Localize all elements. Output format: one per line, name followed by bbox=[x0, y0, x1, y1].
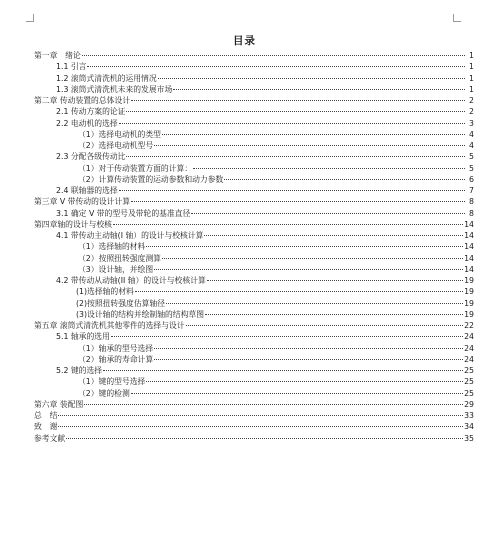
toc-leader-dots bbox=[204, 235, 463, 236]
toc-entry-page-number: 14 bbox=[464, 242, 474, 252]
toc-entry-text: 总 结 bbox=[34, 411, 58, 420]
toc-entry[interactable] bbox=[34, 264, 474, 275]
toc-entry[interactable] bbox=[34, 388, 474, 399]
toc-entry-text: 第六章 装配图 bbox=[34, 399, 84, 409]
toc-leader-dots bbox=[87, 66, 465, 67]
toc-entry-page-number: 3 bbox=[469, 118, 474, 128]
toc-entry[interactable] bbox=[34, 286, 474, 297]
toc-entry[interactable] bbox=[34, 230, 474, 241]
toc-leader-dots bbox=[154, 348, 463, 349]
toc-leader-dots bbox=[103, 370, 463, 371]
toc-leader-dots bbox=[66, 438, 463, 439]
toc-entry[interactable] bbox=[34, 174, 474, 185]
toc-entry[interactable] bbox=[34, 376, 474, 387]
toc-entry-text: （1）对于传动装置方面的计算： bbox=[78, 163, 193, 173]
toc-entry-text: （2）按照扭转强度测算 bbox=[78, 253, 161, 263]
toc-leader-dots bbox=[119, 190, 465, 191]
table-of-contents bbox=[34, 50, 474, 444]
toc-entry-text: 2.1 传动方案的论证 bbox=[56, 107, 126, 117]
toc-entry[interactable] bbox=[34, 208, 474, 219]
toc-leader-dots bbox=[135, 291, 463, 292]
toc-entry-text: (3)设计轴的结构并绘制轴的结构草图 bbox=[76, 309, 204, 319]
toc-entry-text: 第一章 绪论 bbox=[34, 51, 81, 60]
toc-entry-text: （2）计算传动装置的运动参数和动力参数 bbox=[78, 174, 224, 184]
toc-entry-page-number: 8 bbox=[469, 197, 474, 207]
toc-entry-text: 2.3 分配各级传动比 bbox=[56, 152, 126, 162]
toc-entry-text: 2.4 联轴器的选择 bbox=[56, 186, 118, 195]
toc-entry-page-number: 19 bbox=[464, 276, 474, 285]
toc-entry-text: 4.2 带传动从动轴(II 轴）的设计与校核计算 bbox=[56, 276, 206, 285]
toc-leader-dots bbox=[126, 156, 465, 157]
toc-entry-text: 2.2 电动机的选择 bbox=[56, 118, 118, 128]
toc-entry-page-number: 34 bbox=[464, 422, 474, 432]
toc-entry-text: (2)按照扭转强度估算轴径 bbox=[76, 298, 166, 308]
toc-title: 目录 bbox=[233, 35, 256, 47]
toc-entry-page-number: 7 bbox=[469, 186, 474, 195]
toc-entry[interactable] bbox=[34, 410, 474, 421]
toc-entry[interactable] bbox=[34, 84, 474, 95]
toc-leader-dots bbox=[158, 78, 465, 79]
toc-leader-dots bbox=[119, 123, 465, 124]
toc-entry[interactable] bbox=[34, 253, 474, 264]
toc-entry-page-number: 22 bbox=[464, 321, 474, 330]
toc-entry[interactable] bbox=[34, 129, 474, 140]
toc-entry[interactable] bbox=[34, 151, 474, 162]
toc-entry-page-number: 5 bbox=[469, 163, 474, 173]
toc-entry-page-number: 8 bbox=[469, 208, 474, 218]
toc-entry-text: 第二章 传动装置的总体设计 bbox=[34, 96, 131, 105]
toc-entry-page-number: 24 bbox=[464, 343, 474, 353]
toc-leader-dots bbox=[154, 359, 463, 360]
toc-leader-dots bbox=[131, 201, 465, 202]
toc-entry[interactable] bbox=[34, 399, 474, 410]
toc-entry-page-number: 14 bbox=[464, 219, 474, 229]
toc-entry-text: （1）选择电动机的类型 bbox=[78, 129, 161, 139]
toc-entry-text: 参考文献 bbox=[34, 433, 66, 443]
toc-entry-page-number: 4 bbox=[469, 129, 474, 139]
toc-entry-text: （2）键的检测 bbox=[78, 388, 130, 398]
toc-leader-dots bbox=[154, 145, 465, 146]
toc-entry-page-number: 33 bbox=[464, 411, 474, 420]
toc-entry-text: 5.1 轴承的选用 bbox=[56, 332, 110, 342]
toc-entry[interactable] bbox=[34, 343, 474, 354]
toc-entry-text: 5.2 键的选择 bbox=[56, 366, 103, 375]
toc-entry-text: 3.1 确定 V 带的型号及带轮的基准直径 bbox=[56, 208, 191, 218]
toc-entry-page-number: 19 bbox=[464, 298, 474, 308]
toc-entry-page-number: 19 bbox=[464, 309, 474, 319]
toc-leader-dots bbox=[146, 381, 463, 382]
toc-entry-page-number: 1 bbox=[469, 51, 474, 60]
toc-entry[interactable] bbox=[34, 185, 474, 196]
toc-leader-dots bbox=[162, 134, 465, 135]
toc-leader-dots bbox=[126, 111, 465, 112]
toc-entry-page-number: 25 bbox=[464, 366, 474, 375]
toc-entry[interactable] bbox=[34, 106, 474, 117]
toc-leader-dots bbox=[146, 246, 463, 247]
toc-leader-dots bbox=[111, 336, 463, 337]
toc-entry-page-number: 2 bbox=[469, 107, 474, 117]
toc-entry-text: （1）键的型号选择 bbox=[78, 377, 146, 387]
toc-entry[interactable] bbox=[34, 163, 474, 174]
toc-leader-dots bbox=[191, 213, 465, 214]
toc-leader-dots bbox=[131, 393, 463, 394]
toc-leader-dots bbox=[162, 258, 463, 259]
toc-entry[interactable] bbox=[34, 61, 474, 72]
toc-entry[interactable] bbox=[34, 95, 474, 106]
toc-entry[interactable] bbox=[34, 298, 474, 309]
toc-leader-dots bbox=[224, 179, 465, 180]
toc-entry-page-number: 1 bbox=[469, 62, 474, 72]
toc-leader-dots bbox=[131, 100, 465, 101]
toc-entry[interactable] bbox=[34, 196, 474, 207]
toc-entry-page-number: 4 bbox=[469, 141, 474, 150]
toc-entry-page-number: 6 bbox=[469, 174, 474, 184]
toc-entry-text: (1)选择轴的材料 bbox=[76, 287, 134, 297]
toc-leader-dots bbox=[82, 55, 465, 56]
toc-entry-text: （1）选择轴的材料 bbox=[78, 242, 146, 252]
toc-entry[interactable] bbox=[34, 365, 474, 376]
toc-entry[interactable] bbox=[34, 219, 474, 230]
toc-entry-text: 1.3 滚筒式清洗机未来的发展市场 bbox=[56, 84, 173, 94]
toc-entry[interactable] bbox=[34, 118, 474, 129]
toc-entry[interactable] bbox=[34, 73, 474, 84]
toc-entry-text: （3）设计轴，并绘图 bbox=[78, 264, 154, 274]
toc-leader-dots bbox=[173, 89, 465, 90]
toc-leader-dots bbox=[58, 426, 463, 427]
toc-entry-page-number: 24 bbox=[464, 332, 474, 342]
toc-entry-page-number: 24 bbox=[464, 354, 474, 364]
toc-entry-page-number: 5 bbox=[469, 152, 474, 162]
toc-entry[interactable] bbox=[34, 331, 474, 342]
toc-entry-text: 致 谢 bbox=[34, 422, 58, 432]
toc-entry[interactable] bbox=[34, 309, 474, 320]
toc-entry-text: 1.2 滚筒式清洗机的运用情况 bbox=[56, 73, 157, 83]
toc-entry[interactable] bbox=[34, 354, 474, 365]
toc-entry-text: （2）选择电动机型号 bbox=[78, 141, 154, 150]
toc-entry[interactable] bbox=[34, 241, 474, 252]
margin-corner-mark-right bbox=[453, 14, 461, 22]
toc-entry-page-number: 19 bbox=[464, 287, 474, 297]
toc-entry-text: （1）轴承的型号选择 bbox=[78, 343, 154, 353]
toc-entry-text: 1.1 引言 bbox=[56, 62, 87, 72]
toc-entry-page-number: 1 bbox=[469, 84, 474, 94]
toc-entry[interactable] bbox=[34, 421, 474, 432]
toc-entry-page-number: 14 bbox=[464, 253, 474, 263]
toc-leader-dots bbox=[154, 269, 463, 270]
toc-leader-dots bbox=[166, 303, 463, 304]
toc-entry[interactable] bbox=[34, 320, 474, 331]
toc-entry-page-number: 1 bbox=[469, 73, 474, 83]
toc-entry-page-number: 25 bbox=[464, 377, 474, 387]
toc-entry-text: 第五章 滚筒式清洗机其他零件的选择与设计 bbox=[34, 321, 185, 330]
toc-entry[interactable] bbox=[34, 433, 474, 444]
toc-entry-page-number: 35 bbox=[464, 433, 474, 443]
toc-leader-dots bbox=[207, 280, 463, 281]
toc-entry[interactable] bbox=[34, 140, 474, 151]
toc-entry-text: 第三章 V 带传动的设计计算 bbox=[34, 197, 131, 207]
toc-leader-dots bbox=[205, 314, 463, 315]
toc-entry-text: （2）轴承的寿命计算 bbox=[78, 354, 154, 364]
toc-entry[interactable] bbox=[34, 275, 474, 286]
toc-entry-page-number: 14 bbox=[464, 231, 474, 240]
toc-leader-dots bbox=[58, 415, 463, 416]
toc-entry-text: 4.1 带传动主动轴(I 轴）的设计与校核计算 bbox=[56, 231, 204, 240]
toc-leader-dots bbox=[193, 168, 465, 169]
toc-entry-page-number: 14 bbox=[464, 264, 474, 274]
toc-entry[interactable] bbox=[34, 50, 474, 61]
toc-entry-page-number: 25 bbox=[464, 388, 474, 398]
toc-leader-dots bbox=[113, 224, 463, 225]
toc-entry-page-number: 29 bbox=[464, 399, 474, 409]
toc-leader-dots bbox=[84, 404, 463, 405]
margin-corner-mark-left bbox=[26, 14, 34, 22]
toc-leader-dots bbox=[186, 325, 463, 326]
toc-entry-page-number: 2 bbox=[469, 96, 474, 105]
toc-entry-text: 第四章轴的设计与校核 bbox=[34, 219, 112, 229]
